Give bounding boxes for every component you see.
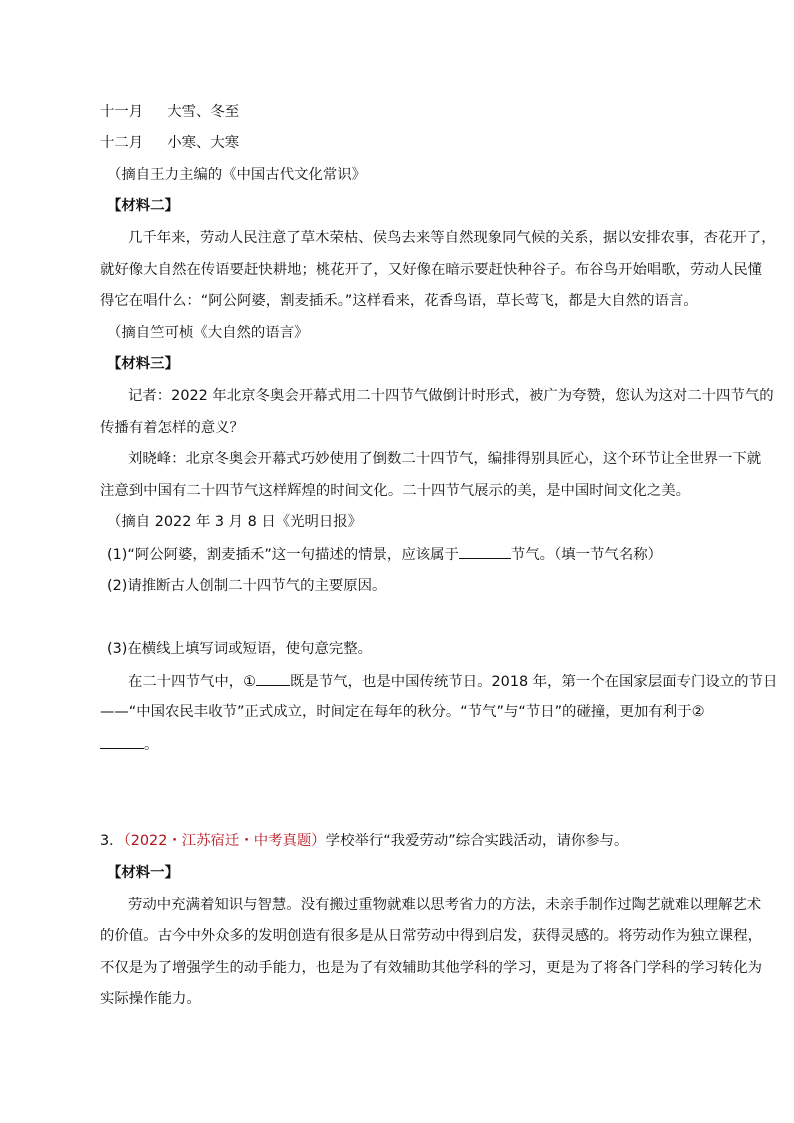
solar-terms: 大雪、冬至 — [167, 104, 240, 120]
paragraph-line: 几千年来，劳动人民注意了草木荣枯、侯鸟去来等自然现象同气候的关系，据以安排农事，杏花开了， — [128, 230, 776, 246]
question-text: 在二十四节气中，① — [128, 674, 257, 690]
source-citation: （摘自王力主编的《中国古代文化常识》 — [107, 167, 367, 183]
problem-three-header — [100, 831, 628, 851]
source-citation: （摘自 2022 年 3 月 8 日《光明日报》 — [107, 514, 363, 530]
question-text: 节气。（填一节气名称） — [510, 547, 662, 563]
solar-terms: 小寒、大寒 — [167, 135, 240, 151]
question-three: (3)在横线上填写词或短语，使句意完整。 — [107, 641, 373, 657]
question-two: (2)请推断古人创制二十四节气的主要原因。 — [107, 578, 387, 594]
question-one — [107, 544, 662, 564]
paragraph-line: 实际操作能力。 — [100, 991, 201, 1007]
problem-text: 学校举行“我爱劳动”综合实践活动，请你参与。 — [325, 833, 629, 849]
question-text: 既是节气，也是中国传统节日。2018 年，第一个在国家层面专门设立的节日 — [290, 674, 778, 690]
paragraph-line: 记者：2022 年北京冬奥会开幕式用二十四节气做倒计时形式，被广为夸赞，您认为这对二十四节气的 — [128, 388, 774, 404]
answer-blank[interactable] — [100, 734, 144, 749]
paragraph-line: 的价值。古今中外众多的发明创造有很多是从日常劳动中得到启发，获得灵感的。将劳动作为独立课程， — [100, 928, 762, 944]
paragraph-line — [128, 671, 777, 691]
answer-blank[interactable] — [256, 671, 290, 686]
paragraph-line: 得它在唱什么：“阿公阿婆，割麦插禾。”这样看来，花香鸟语，草长莺飞，都是大自然的语言。 — [100, 293, 698, 309]
paragraph-line: 劳动中充满着知识与智慧。没有搬过重物就难以思考省力的方法，未亲手制作过陶艺就难以理解艺术 — [128, 897, 762, 913]
month-row-november — [100, 102, 239, 122]
answer-blank[interactable] — [459, 544, 511, 559]
question-text: 。 — [144, 737, 159, 753]
paragraph-line: 不仅是为了增强学生的动手能力，也是为了有效辅助其他学科的学习，更是为了将各门学科的学习转化为 — [100, 960, 762, 976]
material-one-title: 【材料一】 — [107, 865, 179, 881]
paragraph-line: 就好像大自然在传语要赶快耕地；桃花开了，又好像在暗示要赶快种谷子。布谷鸟开始唱歌，劳动人民懂 — [100, 262, 762, 278]
material-two-title: 【材料二】 — [107, 198, 179, 214]
month-label: 十二月 — [100, 135, 144, 151]
paragraph-line — [100, 734, 158, 754]
exam-source: （2022・江苏宿迁・中考真题） — [123, 833, 326, 849]
source-citation: （摘自竺可桢《大自然的语言》 — [107, 325, 309, 341]
paragraph-line: ——“中国农民丰收节”正式成立，时间定在每年的秋分。“节气”与“节日”的碰撞，更加有利于② — [100, 704, 705, 720]
paragraph-line: 刘晓峰：北京冬奥会开幕式巧妙使用了倒数二十四节气，编排得别具匠心，这个环节让全世界一下就 — [128, 451, 762, 467]
paragraph-line: 传播有着怎样的意义？ — [100, 420, 244, 436]
problem-number: 3． — [100, 833, 124, 849]
paragraph-line: 注意到中国有二十四节气这样辉煌的时间文化。二十四节气展示的美，是中国时间文化之美。 — [100, 483, 691, 499]
question-text: (1)“阿公阿婆，割麦插禾”这一句描述的情景，应该属于 — [107, 547, 459, 563]
month-row-december — [100, 133, 239, 153]
material-three-title: 【材料三】 — [107, 356, 179, 372]
month-label: 十一月 — [100, 104, 144, 120]
